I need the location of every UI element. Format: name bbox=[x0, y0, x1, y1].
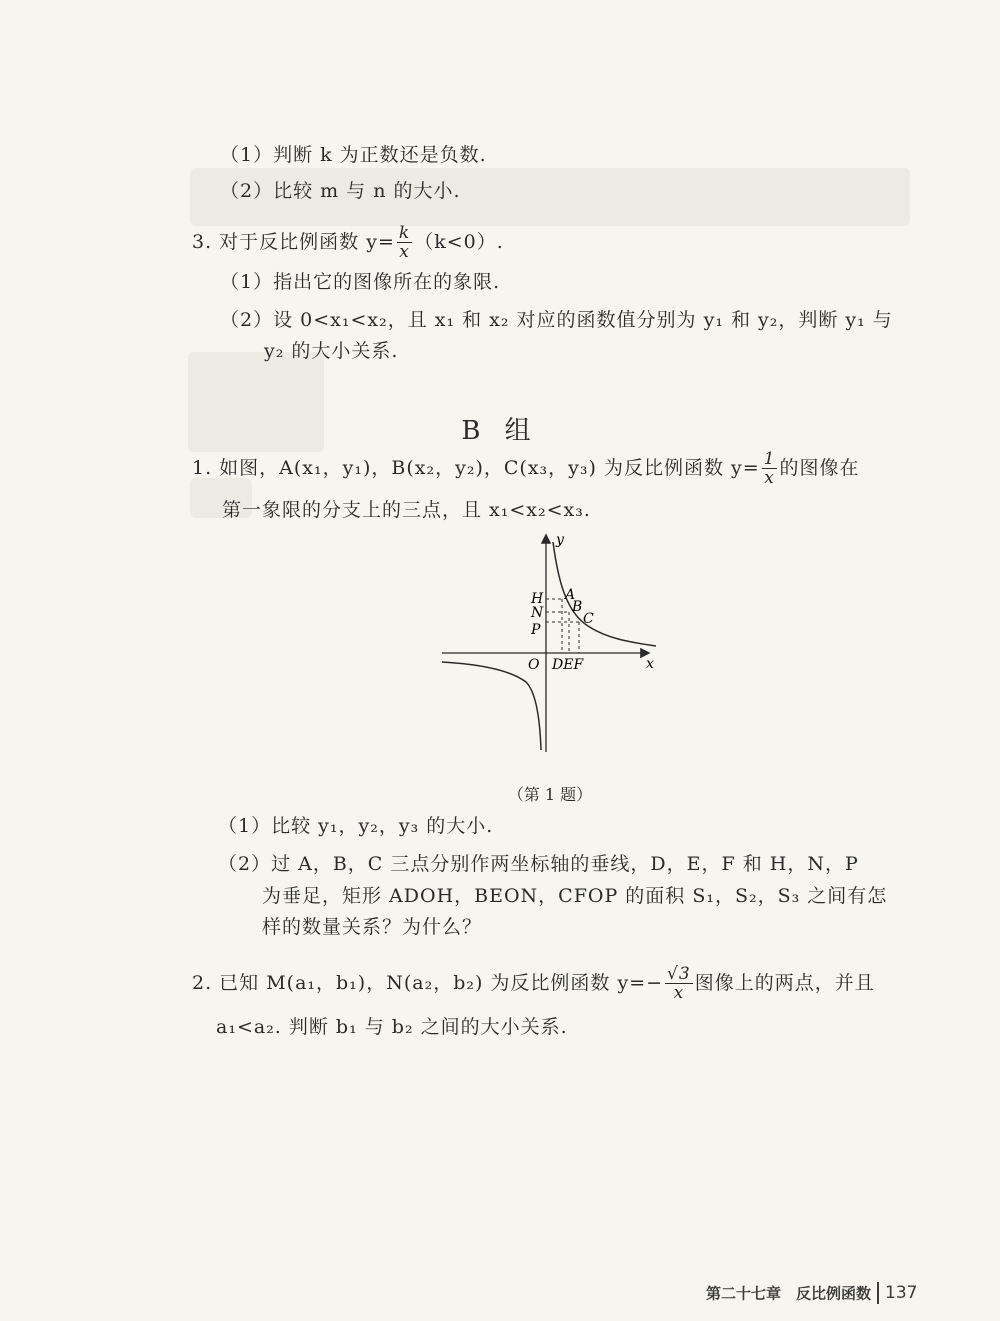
figure-caption: （第 1 题） bbox=[507, 785, 593, 804]
label-x-axis: x bbox=[646, 656, 654, 672]
page-footer bbox=[706, 1282, 917, 1304]
question-3-part-2: （2）设 0<x₁<x₂，且 x₁ 和 x₂ 对应的函数值分别为 y₁ 和 y₂，判断 y₁ 与 bbox=[220, 309, 893, 331]
fraction-numerator: 1 bbox=[763, 449, 776, 469]
question-part-1: （1）判断 k 为正数还是负数. bbox=[220, 144, 487, 166]
section-heading: B 组 bbox=[461, 416, 539, 446]
label-H: H bbox=[531, 591, 544, 607]
chapter-title: 第二十七章 反比例函数 bbox=[706, 1284, 872, 1303]
fraction-denominator: x bbox=[762, 468, 778, 487]
hyperbola-branch-q3 bbox=[442, 662, 541, 750]
label-DEF: DEF bbox=[552, 657, 584, 673]
question-3-part-2-cont: y₂ 的大小关系. bbox=[264, 340, 399, 362]
footer-divider bbox=[877, 1282, 879, 1304]
fraction-denominator: x bbox=[665, 983, 693, 1002]
b-question-1-part-1: （1）比较 y₁，y₂，y₃ 的大小. bbox=[218, 815, 494, 837]
fraction-1-over-x bbox=[762, 451, 778, 487]
b-question-1-part-2-line-3: 样的数量关系？为什么？ bbox=[262, 916, 483, 938]
label-C: C bbox=[583, 611, 594, 627]
label-y-axis: y bbox=[556, 532, 564, 548]
fraction-numerator: k bbox=[398, 223, 411, 243]
question-3-condition: （k<0）. bbox=[414, 231, 504, 253]
b-question-1 bbox=[192, 451, 860, 487]
question-3 bbox=[192, 225, 504, 261]
b-question-1-part-2-line-2: 为垂足，矩形 ADOH，BEON，CFOP 的面积 S₁，S₂，S₃ 之间有怎 bbox=[262, 885, 888, 907]
b-question-1-part-2: （2）过 A，B，C 三点分别作两坐标轴的垂线，D，E，F 和 H，N，P bbox=[218, 853, 859, 875]
fraction-k-over-x bbox=[397, 225, 412, 261]
b-question-2-text: 2. 已知 M(a₁，b₁)，N(a₂，b₂) 为反比例函数 y=− bbox=[192, 972, 664, 994]
question-3-part-1: （1）指出它的图像所在的象限. bbox=[220, 271, 501, 293]
fraction-numerator: √3 bbox=[667, 964, 691, 984]
page-number: 137 bbox=[885, 1283, 918, 1303]
label-N: N bbox=[531, 605, 544, 621]
label-A: A bbox=[565, 587, 576, 603]
question-part-2: （2）比较 m 与 n 的大小. bbox=[220, 180, 461, 202]
label-B: B bbox=[572, 599, 583, 615]
hyperbola-figure bbox=[438, 530, 678, 760]
fraction-sqrt3-over-x bbox=[665, 966, 693, 1002]
b-question-2 bbox=[192, 966, 875, 1002]
b-question-2-line-2: a₁<a₂. 判断 b₁ 与 b₂ 之间的大小关系. bbox=[216, 1016, 568, 1038]
label-P: P bbox=[531, 622, 541, 638]
b-question-1-text: 1. 如图，A(x₁，y₁)，B(x₂，y₂)，C(x₃，y₃) 为反比例函数 y= bbox=[192, 457, 760, 479]
b-question-1-line-2: 第一象限的分支上的三点，且 x₁<x₂<x₃. bbox=[222, 499, 591, 521]
fraction-denominator: x bbox=[397, 242, 412, 261]
question-3-text: 3. 对于反比例函数 y= bbox=[192, 231, 395, 253]
b-question-2-tail: 图像上的两点，并且 bbox=[694, 972, 875, 994]
label-origin: O bbox=[528, 657, 540, 673]
b-question-1-tail: 的图像在 bbox=[779, 457, 860, 479]
